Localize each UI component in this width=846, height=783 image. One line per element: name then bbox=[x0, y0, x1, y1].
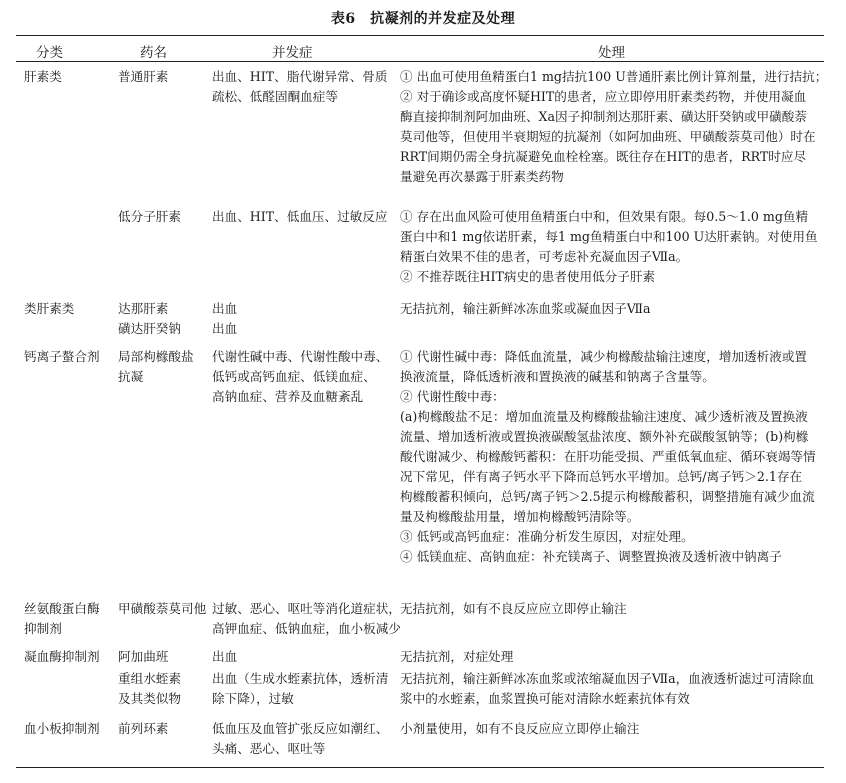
category-cell bbox=[24, 599, 114, 639]
treatment-cell bbox=[400, 599, 824, 619]
treatment-cell-line: ② 不推荐既往HIT病史的患者使用低分子肝素 bbox=[400, 269, 656, 284]
treatment-cell bbox=[400, 207, 824, 287]
treatment-cell-line: 浆中的水蛭素，血浆置换可能对清除水蛭素抗体有效 bbox=[400, 691, 690, 706]
treatment-cell-line: RRT间期仍需全身抗凝避免血栓栓塞。既往存在HIT的患者，RRT时应尽 bbox=[400, 149, 807, 164]
category-cell-line: 抑制剂 bbox=[24, 621, 62, 636]
treatment-cell-line: 况下常见，伴有离子钙水平下降而总钙水平增加。总钙/离子钙＞2.1存在 bbox=[400, 469, 803, 484]
treatment-cell-line: 酸代谢减少、枸橼酸钙蓄积：在肝功能受损、严重低氧血症、循环衰竭等情 bbox=[400, 449, 816, 464]
drug-cell bbox=[118, 599, 214, 619]
header-category: 分类 bbox=[36, 45, 63, 61]
header-rule bbox=[16, 61, 824, 62]
drug-cell-line: 重组水蛭素 bbox=[118, 671, 181, 686]
treatment-cell bbox=[400, 67, 828, 187]
drug-cell-line: 甲磺酸萘莫司他 bbox=[118, 601, 207, 616]
treatment-cell-line: ② 代谢性酸中毒： bbox=[400, 389, 505, 404]
treatment-cell bbox=[400, 719, 824, 739]
drug-cell bbox=[118, 719, 214, 739]
top-rule bbox=[16, 35, 824, 36]
complication-cell bbox=[212, 299, 392, 339]
complication-cell bbox=[212, 347, 392, 407]
complication-cell-line: 低血压及血管扩张反应如潮红、 bbox=[212, 721, 389, 736]
treatment-cell-line: 蛋白中和1 mg依诺肝素，每1 mg鱼精蛋白中和100 U达肝素钠。对使用鱼 bbox=[400, 229, 818, 244]
header-drug: 药名 bbox=[140, 45, 167, 61]
complication-cell bbox=[212, 599, 401, 639]
category-cell bbox=[24, 647, 114, 667]
treatment-cell bbox=[400, 669, 824, 709]
complication-cell-line: 出血、HIT、脂代谢异常、骨质 bbox=[212, 69, 388, 84]
treatment-cell bbox=[400, 299, 824, 319]
category-cell bbox=[24, 719, 114, 739]
treatment-cell-line: 无拮抗剂，对症处理 bbox=[400, 649, 514, 664]
complication-cell bbox=[212, 67, 392, 107]
drug-cell bbox=[118, 207, 214, 227]
complication-cell-line: 疏松、低醛固酮血症等 bbox=[212, 89, 338, 104]
treatment-cell-line: 无拮抗剂，输注新鲜冰冻血浆或凝血因子Ⅶa bbox=[400, 301, 651, 316]
complication-cell bbox=[212, 647, 392, 667]
complication-cell-line: 出血 bbox=[212, 301, 238, 316]
category-cell-line: 丝氨酸蛋白酶 bbox=[24, 601, 100, 616]
complication-cell bbox=[212, 719, 392, 759]
drug-cell bbox=[118, 647, 214, 667]
treatment-cell-line: 莫司他等，但使用半衰期短的抗凝剂（如阿加曲班、甲磺酸萘莫司他）时在 bbox=[400, 129, 816, 144]
drug-cell-line: 阿加曲班 bbox=[118, 649, 169, 664]
bottom-rule bbox=[16, 767, 824, 768]
drug-cell-line: 普通肝素 bbox=[118, 69, 169, 84]
drug-cell bbox=[118, 67, 214, 87]
category-cell-line: 肝素类 bbox=[24, 69, 62, 84]
drug-cell-line: 前列环素 bbox=[118, 721, 169, 736]
complication-cell-line: 出血 bbox=[212, 649, 238, 664]
category-cell bbox=[24, 347, 114, 367]
drug-cell-line: 磺达肝癸钠 bbox=[118, 321, 181, 336]
complication-cell-line: 过敏、恶心、呕吐等消化道症状， bbox=[212, 601, 401, 616]
drug-cell-line: 及其类似物 bbox=[118, 691, 181, 706]
treatment-cell-line: ① 存在出血风险可使用鱼精蛋白中和，但效果有限。每0.5～1.0 mg鱼精 bbox=[400, 209, 809, 224]
treatment-cell-line: 精蛋白效果不佳的患者，可考虑补充凝血因子Ⅶa。 bbox=[400, 249, 689, 264]
treatment-cell-line: 换液流量，降低透析液和置换液的碱基和钠离子含量等。 bbox=[400, 369, 715, 384]
drug-cell bbox=[118, 669, 214, 709]
drug-cell-line: 抗凝 bbox=[118, 369, 144, 384]
treatment-cell-line: ③ 低钙或高钙血症：准确分析发生原因，对症处理。 bbox=[400, 529, 694, 544]
drug-cell-line: 达那肝素 bbox=[118, 301, 169, 316]
complication-cell-line: 除下降），过敏 bbox=[212, 691, 294, 706]
category-cell-line: 凝血酶抑制剂 bbox=[24, 649, 100, 664]
category-cell-line: 血小板抑制剂 bbox=[24, 721, 100, 736]
complication-cell bbox=[212, 207, 392, 227]
treatment-cell-line: (a)枸橼酸盐不足：增加血流量及枸橼酸盐输注速度、减少透析液及置换液 bbox=[400, 409, 808, 424]
complication-cell-line: 出血 bbox=[212, 321, 238, 336]
treatment-cell-line: 无拮抗剂，如有不良反应应立即停止输注 bbox=[400, 601, 627, 616]
category-cell-line: 钙离子螯合剂 bbox=[24, 349, 100, 364]
complication-cell-line: 出血（生成水蛭素抗体，透析清 bbox=[212, 671, 389, 686]
complication-cell-line: 高钠血症、营养及血糖紊乱 bbox=[212, 389, 364, 404]
treatment-cell bbox=[400, 347, 824, 567]
treatment-cell-line: 酶直接抑制剂阿加曲班、Xa因子抑制剂达那肝素、磺达肝癸钠或甲磺酸萘 bbox=[400, 109, 807, 124]
header-treatment: 处理 bbox=[598, 45, 625, 61]
complication-cell-line: 高钾血症、低钠血症，血小板减少 bbox=[212, 621, 401, 636]
treatment-cell bbox=[400, 647, 824, 667]
complication-cell-line: 出血、HIT、低血压、过敏反应 bbox=[212, 209, 388, 224]
complication-cell-line: 低钙或高钙血症、低镁血症、 bbox=[212, 369, 376, 384]
treatment-cell-line: 小剂量使用，如有不良反应应立即停止输注 bbox=[400, 721, 640, 736]
treatment-cell-line: 量及枸橼酸盐用量，增加枸橼酸钙清除等。 bbox=[400, 509, 640, 524]
treatment-cell-line: ① 出血可使用鱼精蛋白1 mg拮抗100 U普通肝素比例计算剂量，进行拮抗； bbox=[400, 69, 828, 84]
treatment-cell-line: 流量、增加透析液或置换液碳酸氢盐浓度、额外补充碳酸氢钠等；(b)枸橼 bbox=[400, 429, 809, 444]
drug-cell bbox=[118, 347, 214, 387]
drug-cell-line: 低分子肝素 bbox=[118, 209, 181, 224]
drug-cell-line: 局部枸橼酸盐 bbox=[118, 349, 194, 364]
treatment-cell-line: 量避免再次暴露于肝素类药物 bbox=[400, 169, 564, 184]
category-cell-line: 类肝素类 bbox=[24, 301, 75, 316]
treatment-cell-line: ④ 低镁血症、高钠血症：补充镁离子、调整置换液及透析液中钠离子 bbox=[400, 549, 782, 564]
treatment-cell-line: 无拮抗剂，输注新鲜冰冻血浆或浓缩凝血因子Ⅶa，血液透析滤过可清除血 bbox=[400, 671, 815, 686]
complication-cell-line: 代谢性碱中毒、代谢性酸中毒、 bbox=[212, 349, 389, 364]
header-complication: 并发症 bbox=[272, 45, 313, 61]
complication-cell-line: 头痛、恶心、呕吐等 bbox=[212, 741, 326, 756]
table-title: 表6 抗凝剂的并发症及处理 bbox=[330, 11, 516, 27]
category-cell bbox=[24, 299, 114, 319]
category-cell bbox=[24, 67, 114, 87]
treatment-cell-line: 枸橼酸蓄积倾向，总钙/离子钙＞2.5提示枸橼酸蓄积，调整措施有减少血流 bbox=[400, 489, 815, 504]
treatment-cell-line: ② 对于确诊或高度怀疑HIT的患者，应立即停用肝素类药物，并使用凝血 bbox=[400, 89, 807, 104]
treatment-cell-line: ① 代谢性碱中毒：降低血流量，减少枸橼酸盐输注速度，增加透析液或置 bbox=[400, 349, 808, 364]
complication-cell bbox=[212, 669, 392, 709]
drug-cell bbox=[118, 299, 214, 339]
